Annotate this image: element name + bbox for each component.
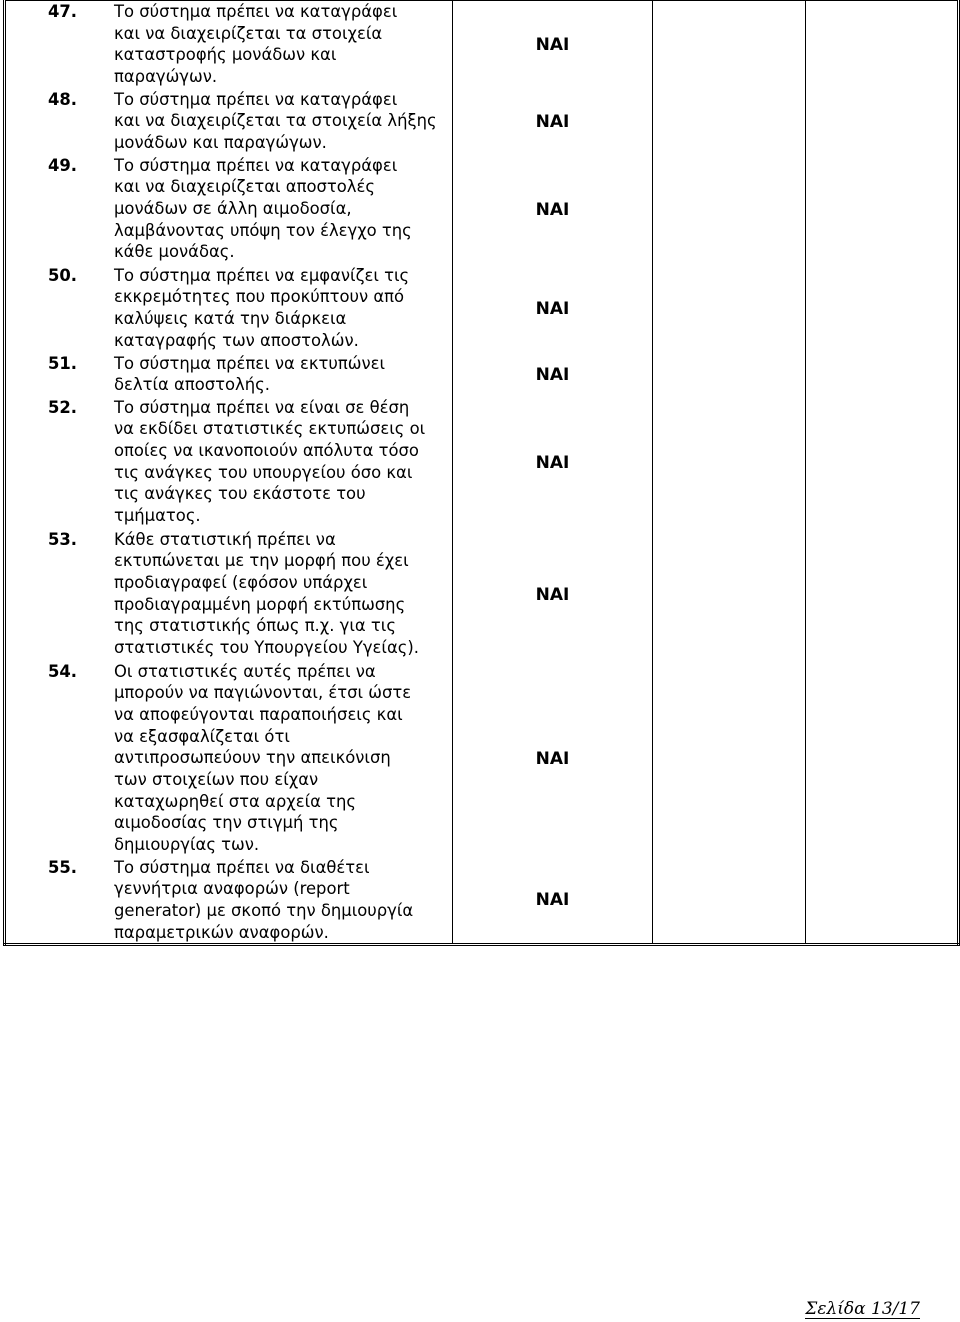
answer-cell: ΝΑΙ (453, 155, 653, 265)
requirement-row (5, 397, 959, 529)
requirement-number: 51. (48, 353, 78, 373)
requirement-text: Το σύστημα πρέπει να καταγράφει και να διαχειρίζεται αποστολές μονάδων σε άλλη αιμοδοσία, λαμβάνοντας υπόψη τον έλεγχο της κάθε μονάδας. (114, 155, 412, 262)
requirement-cell (5, 661, 453, 857)
empty-cell (806, 529, 959, 661)
requirement-cell (5, 857, 453, 945)
empty-cell (806, 397, 959, 529)
requirement-cell (5, 397, 453, 529)
requirement-cell (5, 89, 453, 155)
requirement-number: 48. (48, 89, 78, 109)
requirement-number: 47. (48, 2, 78, 21)
requirement-cell (5, 1, 453, 89)
requirement-text: Οι στατιστικές αυτές πρέπει να μπορούν να παγιώνονται, έτσι ώστε να αποφεύγονται παραποιήσεις και να εξασφαλίζεται ότι αντιπροσωπεύουν την απεικόνιση των στοιχείων που είχαν καταχωρηθεί στα αρχεία της αιμοδοσίας την στιγμή της δημιουργίας των. (114, 661, 412, 855)
answer-cell: ΝΑΙ (453, 857, 653, 945)
requirement-number: 54. (48, 661, 78, 681)
requirements-table (3, 0, 960, 946)
empty-cell (806, 1, 959, 89)
empty-cell (806, 265, 959, 353)
empty-cell (653, 661, 806, 857)
empty-cell (806, 353, 959, 397)
requirement-text: Το σύστημα πρέπει να εμφανίζει τις εκκρεμότητες που προκύπτουν από καλύψεις κατά την διάρκεια καταγραφής των αποστολών. (114, 265, 410, 350)
empty-cell (806, 155, 959, 265)
answer-cell: ΝΑΙ (453, 89, 653, 155)
requirement-row (5, 155, 959, 265)
requirement-number: 55. (48, 857, 78, 877)
requirement-text: Το σύστημα πρέπει να διαθέτει γεννήτρια αναφορών (report generator) με σκοπό την δημιουργία παραμετρικών αναφορών. (114, 857, 414, 942)
requirement-text: Το σύστημα πρέπει να είναι σε θέση να εκδίδει στατιστικές εκτυπώσεις οι οποίες να ικανοποιούν απόλυτα τόσο τις ανάγκες του υπουργείου όσο και τις ανάγκες του εκάστοτε του τμήματος. (114, 397, 426, 526)
empty-cell (653, 155, 806, 265)
requirement-text: Το σύστημα πρέπει να καταγράφει και να διαχειρίζεται τα στοιχεία λήξης μονάδων και παραγώγων. (114, 89, 437, 152)
page-number: Σελίδα 13/17 (805, 1299, 920, 1319)
requirement-text: Κάθε στατιστική πρέπει να εκτυπώνεται με την μορφή που έχει προδιαγραφεί (εφόσον υπάρχει προδιαγραμμένη μορφή εκτύπωσης της στατιστικής όπως π.χ. για τις στατιστικές του Υπουργείου Υγείας). (114, 529, 419, 658)
requirement-row (5, 89, 959, 155)
requirement-cell (5, 265, 453, 353)
empty-cell (653, 529, 806, 661)
requirement-row (5, 265, 959, 353)
requirements-table-body (5, 1, 959, 945)
empty-cell (653, 89, 806, 155)
requirement-cell (5, 353, 453, 397)
answer-cell: ΝΑΙ (453, 397, 653, 529)
requirement-row (5, 1, 959, 89)
answer-cell: ΝΑΙ (453, 529, 653, 661)
requirement-number: 53. (48, 529, 78, 549)
requirement-row (5, 857, 959, 945)
requirement-number: 50. (48, 265, 78, 285)
requirement-text: Το σύστημα πρέπει να εκτυπώνει δελτία αποστολής. (114, 353, 386, 395)
empty-cell (653, 265, 806, 353)
answer-cell: ΝΑΙ (453, 661, 653, 857)
empty-cell (806, 661, 959, 857)
empty-cell (653, 397, 806, 529)
answer-cell: ΝΑΙ (453, 265, 653, 353)
requirement-row (5, 529, 959, 661)
empty-cell (653, 353, 806, 397)
empty-cell (653, 1, 806, 89)
requirement-number: 49. (48, 155, 78, 175)
answer-cell: ΝΑΙ (453, 353, 653, 397)
requirement-cell (5, 529, 453, 661)
answer-cell: ΝΑΙ (453, 1, 653, 89)
requirement-cell (5, 155, 453, 265)
empty-cell (806, 857, 959, 945)
empty-cell (653, 857, 806, 945)
requirement-text: Το σύστημα πρέπει να καταγράφει και να διαχειρίζεται τα στοιχεία καταστροφής μονάδων και παραγώγων. (114, 2, 398, 87)
empty-cell (806, 89, 959, 155)
requirement-row (5, 353, 959, 397)
requirement-number: 52. (48, 397, 78, 417)
requirement-row (5, 661, 959, 857)
